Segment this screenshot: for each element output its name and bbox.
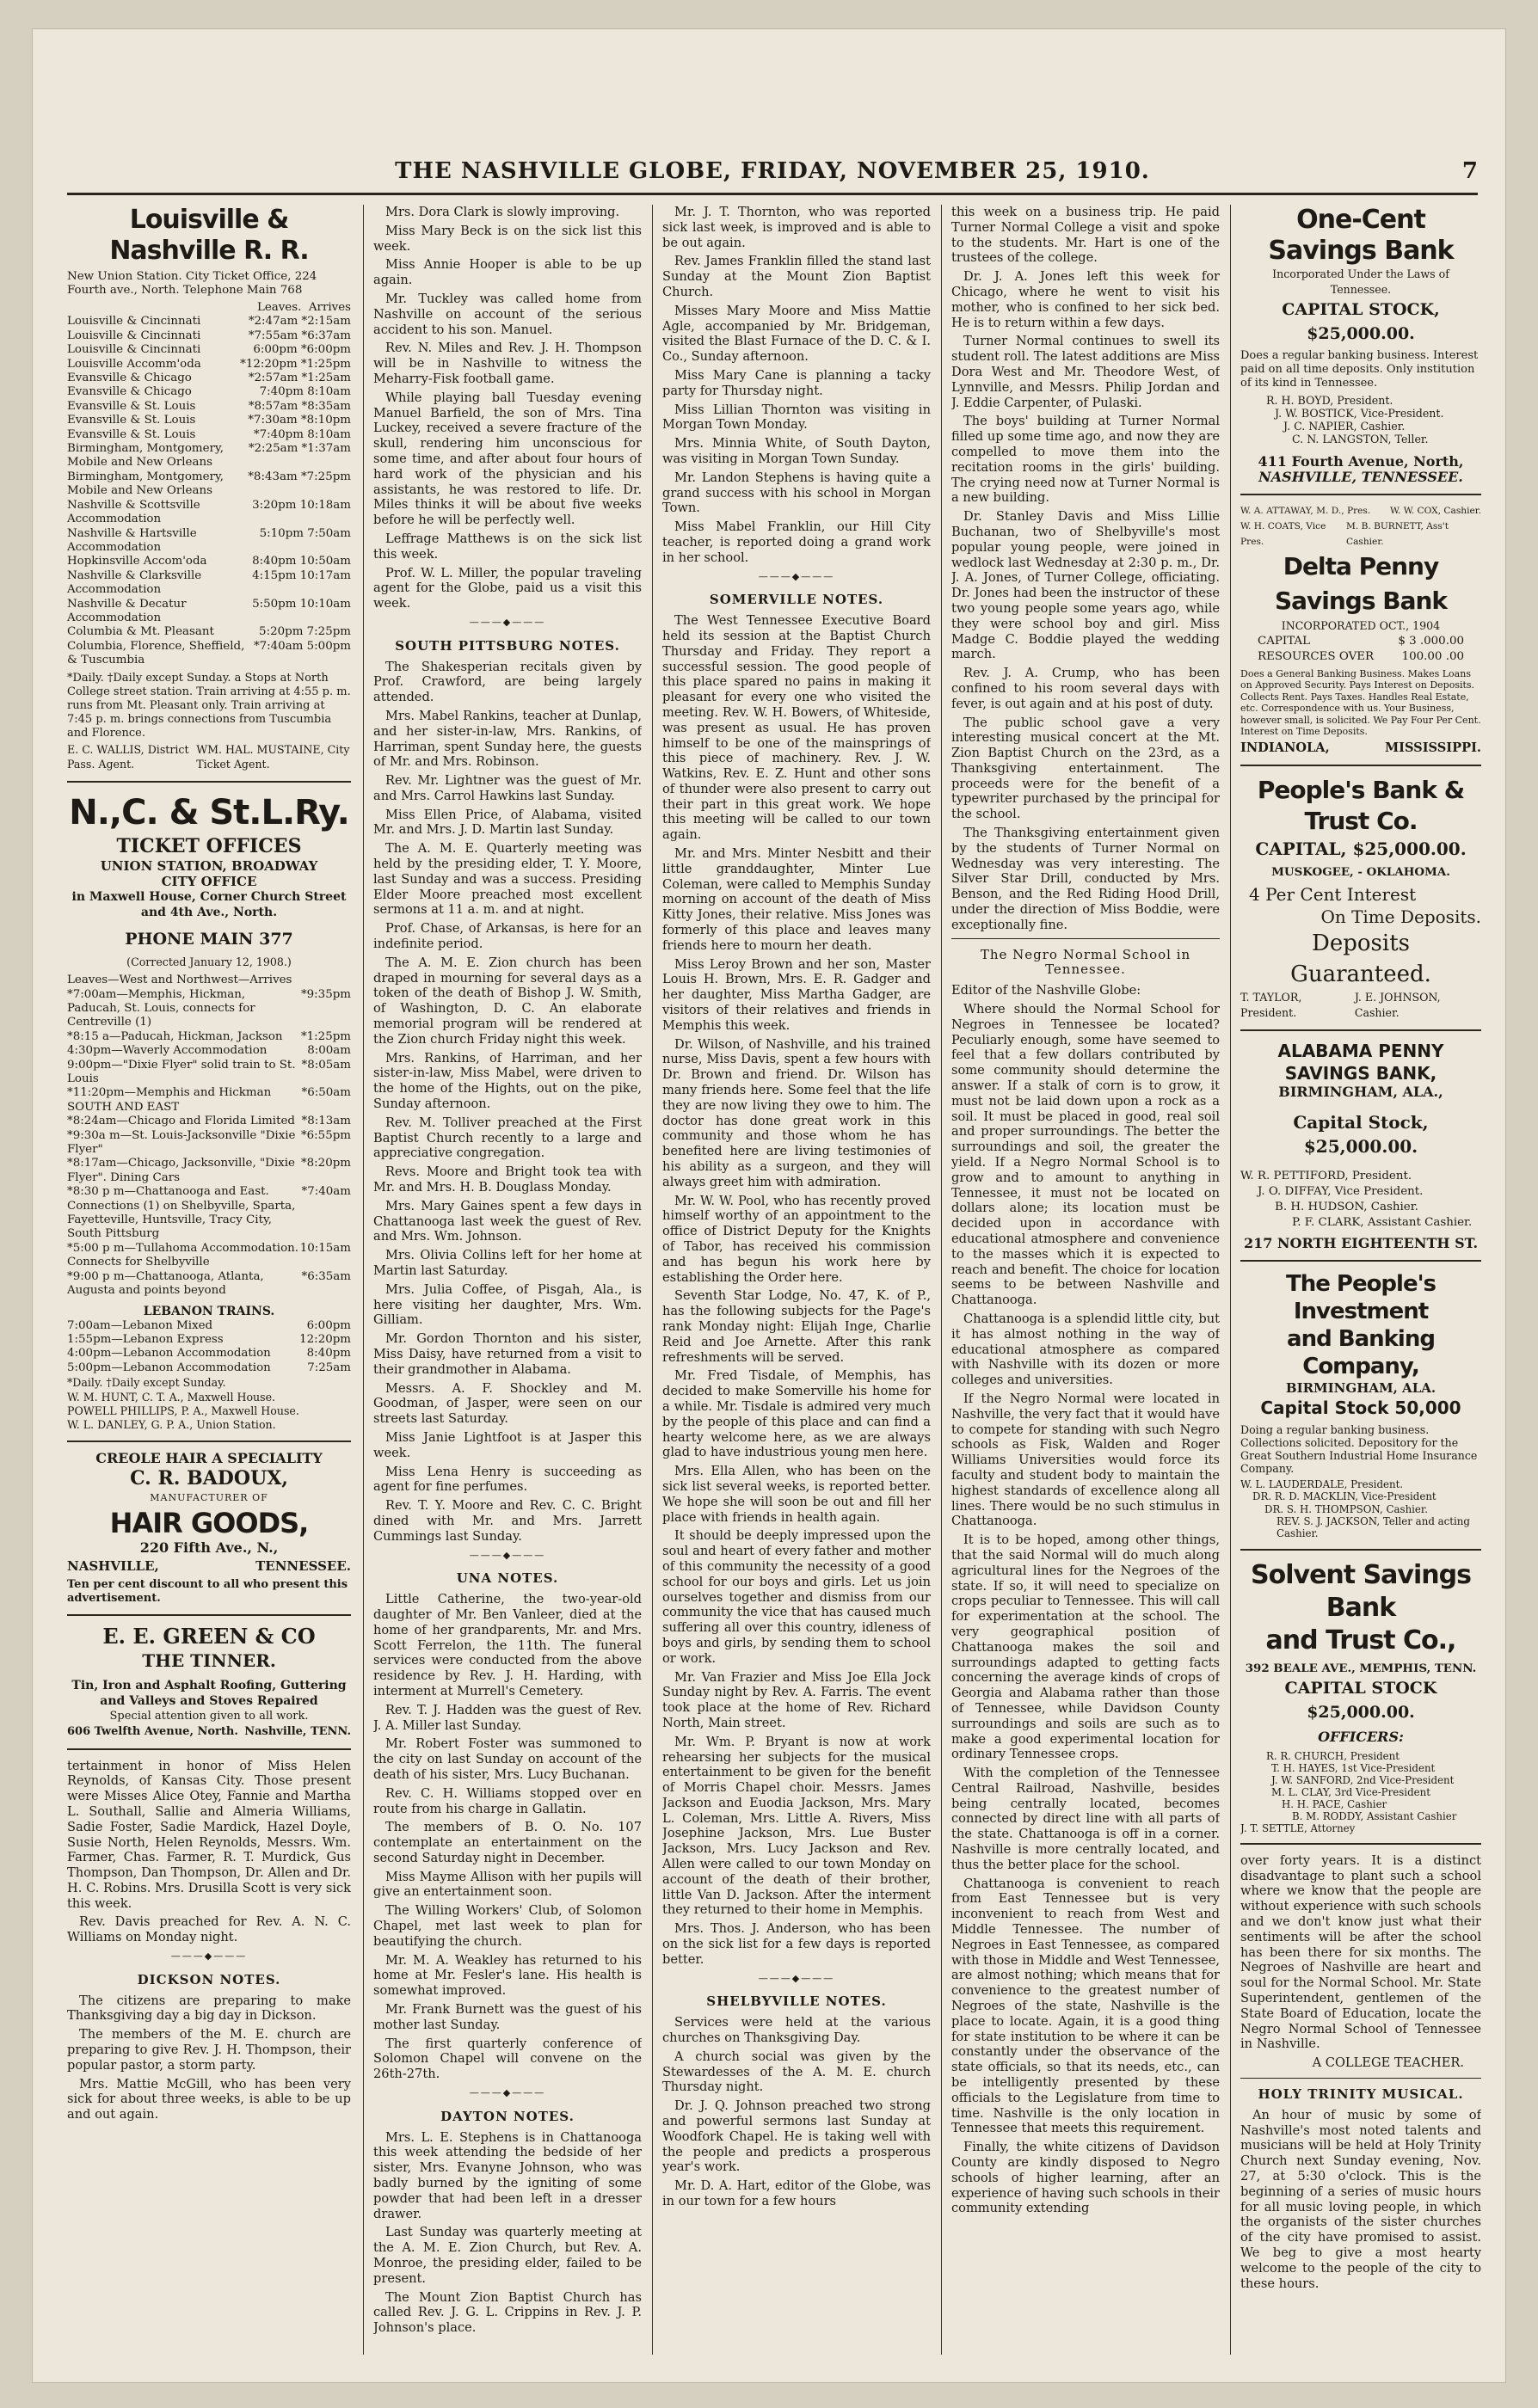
- table-row: Columbia, Florence, Sheffield, & Tuscumbia *7:40am 5:00pm: [67, 639, 351, 667]
- peoples-invest-ad: [1240, 1270, 1481, 1540]
- paragraph: The Shakesperian recitals given by Prof. Crawford, are being largely attended.: [373, 659, 642, 705]
- paragraph: Chattanooga is a splendid little city, but it has almost nothing in the way of educational atmosphere as compared with Nashville with its dozen or more colleges and universities.: [951, 1311, 1220, 1388]
- paragraph: Last Sunday was quarterly meeting at the A. M. E. Zion Church, but Rev. A. Monroe, the presiding elder, failed to be present.: [373, 2225, 642, 2286]
- paragraph: Mrs. Rankins, of Harriman, and her sister-in-law, Miss Mabel, were driven to the home of the Hights, out on the pike, Sunday afternoon.: [373, 1050, 642, 1112]
- badoux-name: C. R. BADOUX,: [130, 1466, 288, 1490]
- paragraph: Rev. T. Y. Moore and Rev. C. C. Bright dined with Mr. and Mrs. Jarrett Cummings last Sunday.: [373, 1498, 642, 1544]
- paragraph: Misses Mary Moore and Miss Mattie Agle, accompanied by Mr. Bridgeman, visited the Blast Furnace of the D. C. & I. Co., Sunday afternoon.: [662, 303, 931, 365]
- paragraph: Mrs. Thos. J. Anderson, who has been on the sick list for a few days is reported better.: [662, 1921, 931, 1967]
- paragraph: The public school gave a very interesting musical concert at the Mt. Zion Baptist Church on the 23rd, as a Thanksgiving entertainment. The proceeds were for the benefit of a typewriter purchased by the principal for the school.: [951, 715, 1220, 822]
- paragraph: Rev. N. Miles and Rev. J. H. Thompson will be in Nashville to witness the Meharry-Fisk football game.: [373, 341, 642, 386]
- badoux-address: 220 Fifth Ave., N.,: [139, 1539, 279, 1556]
- paragraph: Mrs. Dora Clark is slowly improving.: [385, 205, 620, 219]
- masthead-rule: [67, 193, 1478, 195]
- paragraph: Miss Mary Beck is on the sick list this week.: [373, 223, 642, 254]
- green-ad: [67, 1625, 351, 1740]
- nc-station: UNION STATION, BROADWAY: [100, 858, 318, 875]
- paragraph: Dr. Stanley Davis and Miss Lillie Buchanan, two of Shelbyville's most popular young people, were joined in wedlock last Wednesday at 2:30 p. m., Dr. J. A. Jones, of Turner College, officiating. Dr. Jones had been the instructor of these two young people some years ago, while they were school boy and girl. Miss Madge C. Boddie played the wedding march.: [951, 509, 1220, 662]
- table-row: 7:00am—Lebanon Mixed 6:00pm: [67, 1318, 351, 1332]
- alabama-title: ALABAMA PENNY SAVINGS BANK,: [1277, 1040, 1444, 1084]
- nc-schedule: [67, 974, 351, 1298]
- divider: [67, 1614, 351, 1616]
- solvent-officer: M. L. CLAY, 3rd Vice-President: [1271, 1785, 1430, 1798]
- solvent-address: 392 BEALE AVE., MEMPHIS, TENN.: [1245, 1661, 1477, 1675]
- nc-phone: PHONE MAIN 377: [125, 930, 293, 949]
- section-heading: SOUTH PITTSBURG NOTES.: [395, 637, 620, 654]
- table-row: Columbia & Mt. Pleasant 5:20pm 7:25pm: [67, 625, 351, 639]
- alabama-city: BIRMINGHAM, ALA.,: [1278, 1083, 1443, 1100]
- section-heading: DICKSON NOTES.: [137, 1971, 281, 1987]
- column-2: Mrs. Dora Clark is slowly improving. Miss Mary Beck is on the sick list this week. Miss Annie Hooper is able to be up again. Mr. Tuckley was called home from Nashville on account of the serious accident to his son. Manuel. Rev. N. Miles and Rev. J. H. Thompson will be in Nashville to witness the Meharry-Fisk football game. While playing ball Tuesday evening Manuel Barfield, the son of Mrs. Tina Luckey, received a severe fracture of the skull, rendering him unconscious for some time, and after about four hours of hard work of the physician and his assistants, he was restored to life. Dr. Miles thinks it will be about five weeks before he will be perfectly well. Leffrage Matthews is on the sick list this week. Prof. W. L. Miller, the popular traveling agent for the Globe, paid us a visit this week. ———◆——— SOUTH PITTSBURG NOTES. The Shakesperian recitals given by Prof. Crawford, are being largely attended. Mrs. Mabel Rankins, teacher at Dunlap, and her sister-in-law, Mrs. Rankins, of Harriman, spent Sunday here, the guests of Mr. and Mrs. Robinson. Rev. Mr. Lightner was the guest of Mr. and Mrs. Carrol Hawkins last Sunday. Miss Ellen Price, of Alabama, visited Mr. and Mrs. J. D. Martin last Sunday. The A. M. E. Quarterly meeting was held by the presiding elder, T. Y. Moore, last Sunday and was a success. Presiding Elder Moore preached most excellent sermons at 11 a. m. and at night. Prof. Chase, of Arkansas, is here for an indefinite period. The A. M. E. Zion church has been draped in mourning for several days as a token of the death of Bishop J. W. Smith, of Washington, D. C. An elaborate memorial program will be rendered at the Zion church Friday night this week. Mrs. Rankins, of Harriman, and her sister-in-law, Miss Mabel, were driven to the home of the Hights, out on the pike, Sunday afternoon. Rev. M. Tolliver preached at the First Baptist Church recently to a large and appreciative congregation. Revs. Moore and Bright took tea with Mr. and Mrs. H. B. Douglass Monday. Mrs. Mary Gaines spent a few days in Chattanooga last week the guest of Rev. and Mrs. Wm. Johnson. Mrs. Olivia Collins left for her home at Martin last Saturday. Mrs. Julia Coffee, of Pisgah, Ala., is here visiting her daughter, Mrs. Wm. Gilliam. Mr. Gordon Thornton and his sister, Miss Daisy, have returned from a visit to their grandmother in Alabama. Messrs. A. F. Shockley and M. Goodman, of Jasper, were seen on our streets last Saturday. Miss Janie Lightfoot is at Jasper this week. Miss Lena Henry is succeeding as agent for fine perfumes. Rev. T. Y. Moore and Rev. C. C. Bright dined with Mr. and Mrs. Jarrett Cummings last Sunday. ———◆——— UNA NOTES. Little Catherine, the two-year-old daughter of Mr. Ben Vanleer, died at the home of her grandparents, Mr. and Mrs. Scott Ferrelon, the 11th. The funeral services were conducted from the above residence by Rev. J. H. Harding, with interment at Murrell's Cemetery. Rev. T. J. Hadden was the guest of Rev. J. A. Miller last Sunday. Mr. Robert Foster was summoned to the city on last Sunday on account of the death of his sister, Mrs. Lucy Buchanan. Rev. C. H. Williams stopped over en route from his charge in Gallatin. The members of B. O. No. 107 contemplate an entertainment on the second Saturday night in December. Miss Mayme Allison with her pupils will give an entertainment soon. The Willing Workers' Club, of Solomon Chapel, met last week to plan for beautifying the church. Mr. M. A. Weakley has returned to his home at Mr. Fesler's lane. His health is somewhat improved. Mr. Frank Burnett was the guest of his mother last Sunday. The first quarterly conference of Solomon Chapel will convene on the 26th-27th. ———◆——— DAYTON NOTES. Mrs. L. E. Stephens is in Chattanooga this week attending the bedside of her sister, Mrs. Evanyne Johnson, who was badly burned by the igniting of some powder that had been left in a dresser drawer. Last Sunday was quarterly meeting at the A. M. E. Zion Church, but Rev. A. Monroe, the presiding elder, failed to be present. The Mount Zion Baptist Church has called Rev. J. G. L. Crippins in Rev. J. P. Johnson's place.: [373, 205, 642, 2336]
- alabama-bank-ad: [1240, 1040, 1481, 1251]
- table-row: 4:30pm—Waverly Accommodation 8:00am: [67, 1044, 351, 1058]
- onecent-officer: R. H. BOYD, President.: [1266, 394, 1393, 407]
- onecent-capital: CAPITAL STOCK, $25,000.00.: [1282, 300, 1440, 343]
- alabama-officer: W. R. PETTIFORD, President.: [1240, 1169, 1412, 1182]
- column-5: [1240, 205, 1481, 2372]
- peoples-trust-city: MUSKOGEE, - OKLAHOMA.: [1271, 865, 1450, 880]
- alabama-capital: Capital Stock, $25,000.00.: [1293, 1111, 1429, 1157]
- delta-desc: Does a General Banking Business. Makes Loans on Approved Security. Pays Interest on Deposits. Collects Rent. Pays Taxes. Handles Real Estate, etc. Correspondence with us. Your Business, however small, is solicited. We Pay Four Per Cent. Interest on Time Deposits.: [1240, 667, 1481, 738]
- paragraph: Miss Janie Lightfoot is at Jasper this week.: [373, 1429, 642, 1460]
- peoples-invest-title: and Banking Company,: [1287, 1325, 1435, 1379]
- ln-schedule: [67, 301, 351, 668]
- paragraph: over forty years. It is a distinct disadvantage to plant such a school where we know that the people are without experience with such schools and we don't know just what their sentiments will be after the school has been there for six months. The Negroes of Nashville are heart and soul for the Normal School. Mr. State Superintendent, gentlemen of the State Board of Education, locate the Negro Normal School of Tennessee in Nashville.: [1240, 1852, 1481, 2052]
- column-5-text: [1240, 1853, 1481, 2292]
- paragraph: It is to be hoped, among other things, that the said Normal will do much along agricultural lines for the Negroes of the state. If so, it will need to specialize on crops peculiar to Tennessee. This will call for experimentation at the school. The very geographical position of Chattanooga makes the soil and surroundings adapted to getting facts concerning the average kinds of crops of Georgia and Alabama rather than those of Tennessee, while Davidson County surroundings and soils are such as to make a good experimental location for ordinary Tennessee crops.: [951, 1533, 1220, 1762]
- paragraph: The first quarterly conference of Solomon Chapel will convene on the 26th-27th.: [373, 2036, 642, 2082]
- peoples-invest-desc: Doing a regular banking business. Collections solicited. Depository for the Great Southern Industrial Home Insurance Company.: [1240, 1422, 1478, 1475]
- table-row: *9:00 p m—Chattanooga, Atlanta, Augusta and points beyond *6:35am: [67, 1269, 351, 1298]
- paragraph: Mrs. L. E. Stephens is in Chattanooga this week attending the bedside of her sister, Mrs. Evanyne Johnson, who was badly burned by the igniting of some powder that had been left in a dresser drawer.: [373, 2129, 642, 2221]
- paragraph: Leffrage Matthews is on the sick list this week.: [373, 531, 642, 562]
- peoples-trust-interest: 4 Per Cent Interest: [1249, 884, 1417, 906]
- paragraph: The members of the M. E. church are preparing to give Rev. J. H. Thompson, their popular pastor, a storm party.: [67, 2027, 351, 2073]
- column-1: [67, 205, 351, 2372]
- table-row: *5:00 p m—Tullahoma Accommodation. Connects for Shelbyville 10:15am: [67, 1241, 351, 1269]
- nc-title: N.,C. & St.L.Ry.: [69, 793, 349, 833]
- badoux-line1: CREOLE HAIR A SPECIALITY: [95, 1449, 323, 1466]
- solvent-officer: J. T. SETTLE, Attorney: [1240, 1821, 1356, 1834]
- paragraph: tertainment in honor of Miss Helen Reynolds, of Kansas City. Those present were Misses Alice Otey, Fannie and Martha L. Southall, Sallie and Almeria Williams, Sadie Foster, Sadie Mardick, Hazel Doyle, Susie North, Helen Reynolds, Messrs. Wm. Farmer, Chas. Farmer, R. T. Murdick, Gus Thompson, Dan Thompson, Dr. Allen and Dr. H. C. Robins. Mrs. Drusilla Scott is very sick this week.: [67, 1758, 351, 1911]
- nc-agent: W. L. DANLEY, G. P. A., Union Station.: [67, 1417, 276, 1431]
- solvent-officer: B. M. RODDY, Assistant Cashier: [1292, 1809, 1457, 1822]
- green-special: Special attention given to all work.: [109, 1709, 309, 1723]
- paragraph: Rev. Mr. Lightner was the guest of Mr. and Mrs. Carrol Hawkins last Sunday.: [373, 773, 642, 803]
- table-row: Evansville & St. Louis *7:40pm 8:10am: [67, 427, 351, 441]
- onecent-officer: C. N. LANGSTON, Teller.: [1292, 433, 1429, 445]
- paragraph: Rev. James Franklin filled the stand last Sunday at the Mount Zion Baptist Church.: [662, 254, 931, 299]
- nc-lebanon-note: *Daily. †Daily except Sunday.: [67, 1376, 226, 1390]
- green-name: E. E. GREEN & CO: [102, 1623, 316, 1649]
- table-row: Evansville & St. Louis *8:57am *8:35am: [67, 399, 351, 413]
- table-row: Nashville & Clarksville Accommodation 4:15pm 10:17am: [67, 568, 351, 597]
- delta-inc: INCORPORATED OCT., 1904: [1281, 619, 1441, 633]
- badoux-note: Ten per cent discount to all who present this advertisement.: [67, 1577, 348, 1605]
- nc-schedule-header: Leaves—West and Northwest—Arrives: [67, 974, 292, 987]
- paragraph: Turner Normal continues to swell its student roll. The latest additions are Miss Dora West and Mr. Theodore West, of Lynnville, and Messrs. Philip Jordan and J. Eddie Carpenter, of Pulaski.: [951, 334, 1220, 410]
- table-row: Louisville & Cincinnati *2:47am *2:15am: [67, 315, 351, 329]
- paragraph: Mr. Robert Foster was summoned to the city on last Sunday on account of the death of his sister, Mrs. Lucy Buchanan.: [373, 1736, 642, 1782]
- paragraph: Rev. Davis preached for Rev. A. N. C. Williams on Monday night.: [67, 1914, 351, 1945]
- onecent-officer: J. C. NAPIER, Cashier.: [1283, 420, 1406, 433]
- paragraph: Miss Leroy Brown and her son, Master Louis H. Brown, Mrs. E. R. Gadger and her daughter, Miss Martha Gadger, are visitors of their relatives and friends in Memphis this week.: [662, 956, 931, 1033]
- paragraph: Miss Mayme Allison with her pupils will give an entertainment soon.: [373, 1869, 642, 1900]
- alabama-officer: B. H. HUDSON, Cashier.: [1275, 1200, 1418, 1213]
- paragraph: Miss Ellen Price, of Alabama, visited Mr. and Mrs. J. D. Martin last Sunday.: [373, 807, 642, 838]
- paragraph: Mr. Van Frazier and Miss Joe Ella Jock Sunday night by Rev. A. Farris. The event took place at the home of Rev. Richard North, Main street.: [662, 1669, 931, 1730]
- paragraph: The Mount Zion Baptist Church has called Rev. J. G. L. Crippins in Rev. J. P. Johnson's place.: [373, 2289, 642, 2336]
- paragraph: Chattanooga is convenient to reach from East Tennessee but is very inconvenient to reach from West and Middle Tennessee. The number of Negroes in East Tennessee, as compared with those in Middle and West Tennessee, are almost nothing; which means that for convenience to the greatest number of Negroes of the state, Nashville is the place to locate. Again, it is a good thing for state institution to be where it can be constantly under the observance of the state officials, so that its needs, etc., can be intelligently presented by these officials to the Legislature from time to time. Nashville is the only location in Tennessee that meets this requirement.: [951, 1876, 1220, 2136]
- onecent-city: NASHVILLE, TENNESSEE.: [1258, 469, 1463, 485]
- peoples-trust-ad: [1240, 775, 1481, 1021]
- nc-railway-ad: [67, 791, 351, 1432]
- green-desc: Tin, Iron and Asphalt Roofing, Guttering and Valleys and Stoves Repaired: [71, 1678, 347, 1708]
- divider: [1240, 494, 1481, 495]
- divider: [67, 781, 351, 783]
- peoples-trust-interest: On Time Deposits.: [1320, 906, 1481, 928]
- paragraph: Mrs. Mabel Rankins, teacher at Dunlap, and her sister-in-law, Mrs. Rankins, of Harriman, spent Sunday here, the guests of Mr. and Mrs. Robinson.: [373, 708, 642, 770]
- table-row: Birmingham, Montgomery, Mobile and New Orleans *2:25am *1:37am: [67, 442, 351, 470]
- paragraph: A church social was given by the Stewardesses of the A. M. E. church Thursday night.: [662, 2049, 931, 2095]
- delta-officers-bottom: W. H. COATS, Vice Pres. M. B. BURNETT, Ass't Cashier.: [1240, 520, 1449, 547]
- paragraph: Mr. Landon Stephens is having quite a grand success with his school in Morgan Town.: [662, 470, 931, 516]
- paragraph: Revs. Moore and Bright took tea with Mr. and Mrs. H. B. Douglass Monday.: [373, 1164, 642, 1195]
- ln-agents: E. C. WALLIS, District Pass. Agent. WM. HAL. MUSTAINE, City Ticket Agent.: [67, 742, 350, 771]
- green-address: 606 Twelfth Avenue, North. Nashville, TENN.: [67, 1724, 351, 1738]
- paragraph: The boys' building at Turner Normal filled up some time ago, and now they are compelled to move them into the recitation rooms in the girls' building. The crying need now at Turner Normal is a new building.: [951, 414, 1220, 506]
- page-title: THE NASHVILLE GLOBE, FRIDAY, NOVEMBER 25, 1910.: [395, 158, 1150, 184]
- table-row: 4:00pm—Lebanon Accommodation 8:40pm: [67, 1347, 351, 1361]
- onecent-inc: Incorporated Under the Laws of Tennessee.: [1272, 267, 1449, 296]
- table-row: *9:30a m—St. Louis-Jacksonville "Dixie Flyer" *6:55pm: [67, 1128, 351, 1157]
- badoux-city: NASHVILLE, TENNESSEE.: [67, 1557, 351, 1574]
- paragraph: Mr. and Mrs. Minter Nesbitt and their little granddaughter, Minter Lue Coleman, were called to Memphis Sunday morning on account of the death of Miss Kitty Jones, their relative. Miss Jones was formerly of this place and leaves many friends here to mourn her death.: [662, 846, 931, 953]
- ln-title: Louisville & Nashville R. R.: [109, 205, 309, 266]
- paragraph: Miss Lena Henry is succeeding as agent for fine perfumes.: [373, 1464, 642, 1495]
- paragraph: Mr. Tuckley was called home from Nashville on account of the serious accident to his son. Manuel.: [373, 291, 642, 337]
- table-row: Evansville & St. Louis *7:30am *8:10pm: [67, 414, 351, 427]
- divider: [67, 1440, 351, 1442]
- nc-agent: POWELL PHILLIPS, P. A., Maxwell House.: [67, 1404, 299, 1417]
- paragraph: An hour of music by some of Nashville's most noted talents and musicians will be held at Holy Trinity Church next Sunday evening, Nov. 27, at 5:30 o'clock. This is the beginning of a series of music hours for all music loving people, in which the organists of the sister churches of the city have promised to assist. We beg to give a most hearty welcome to the people of the city to these hours.: [1240, 2107, 1481, 2291]
- paragraph: Mr. Fred Tisdale, of Memphis, has decided to make Somerville his home for a while. Mr. Tisdale is admired very much by the people of this place and can find a hearty welcome here, as we are always glad to have industrious young men here.: [662, 1368, 931, 1460]
- paragraph: Mrs. Mattie McGill, who has been very sick for about three weeks, is able to be up and out again.: [67, 2076, 351, 2122]
- peoples-invest-city: BIRMINGHAM, ALA.: [1285, 1379, 1436, 1396]
- table-row: *8:30 p m—Chattanooga and East. Connections (1) on Shelbyville, Sparta, Fayetteville, Huntsville, Tracy City, South Pittsburg *7:40am: [67, 1185, 351, 1241]
- nc-agent: W. M. HUNT, C. T. A., Maxwell House.: [67, 1390, 276, 1404]
- peoples-invest-officer: DR. R. D. MACKLIN, Vice-President: [1252, 1490, 1436, 1503]
- paragraph: Mrs. Mary Gaines spent a few days in Chattanooga last week the guest of Rev. and Mrs. Wm. Johnson.: [373, 1198, 642, 1244]
- paragraph: Services were held at the various churches on Thanksgiving Day.: [662, 2015, 931, 2046]
- paragraph: Where should the Normal School for Negroes in Tennessee be located? Peculiarly enough, some have seemed to feel that a few dollars contributed by some community should determine the answer. If a stalk of corn is to grow, it must not be laid down upon a rock as a soil. It must be placed in good, real soil and proper surroundings. The better the surroundings and soil, the greater the yield. If a Negro Normal School is to grow and to amount to anything in Tennessee, it must not be located on dollars alone; its location must be decided upon in accordance with educational atmosphere and convenience to the masses which it is expected to reach and benefit. The choice for location seems to be between Nashville and Chattanooga.: [951, 1002, 1220, 1308]
- badoux-mfr: MANUFACTURER OF: [150, 1491, 268, 1503]
- signature: A COLLEGE TEACHER.: [1312, 2055, 1464, 2071]
- ln-railroad-ad: [67, 205, 351, 772]
- table-row: *8:24am—Chicago and Florida Limited *8:13am: [67, 1115, 351, 1128]
- green-tinner: THE TINNER.: [142, 1649, 276, 1671]
- table-row: Evansville & Chicago 7:40pm 8:10am: [67, 385, 351, 399]
- badoux-ad: [67, 1451, 351, 1606]
- table-row: *8:17am—Chicago, Jacksonville, "Dixie Flyer". Dining Cars *8:20pm: [67, 1157, 351, 1184]
- table-row: Hopkinsville Accom'oda 8:40pm 10:50am: [67, 555, 351, 568]
- paragraph: Seventh Star Lodge, No. 47, K. of P., has the following subjects for the Page's rank Monday night: Elijah Inge, Charlie Reid and Joe Arnette. After this rank refreshments will be served.: [662, 1288, 931, 1365]
- paragraph: Mr. Wm. P. Bryant is now at work rehearsing her subjects for the musical entertainment to be given for the benefit of Morris Chapel choir. Messrs. James Jackson and Euodia Jackson, Mrs. Mary L. Coleman, Mrs. Little A. Rivers, Miss Josephine Jackson, Mrs. Lue Buster Jackson, Mrs. Lucy Jackson and Rev. Allen were called to our town Monday on account of the death of their brother, little Van D. Jackson. After the interment they returned to their home in Memphis.: [662, 1734, 931, 1918]
- solvent-title: Solvent Savings Bank: [1251, 1559, 1471, 1623]
- ln-intro: New Union Station. City Ticket Office, 224 Fourth ave., North. Telephone Main 768: [67, 270, 317, 297]
- paragraph: The members of B. O. No. 107 contemplate an entertainment on the second Saturday night in December.: [373, 1820, 642, 1865]
- peoples-trust-title: People's Bank & Trust Co.: [1257, 776, 1465, 836]
- nc-city-address: in Maxwell House, Corner Church Street and 4th Ave., North.: [71, 890, 347, 920]
- solvent-officers-head: OFFICERS:: [1318, 1728, 1404, 1745]
- paragraph: The A. M. E. Quarterly meeting was held by the presiding elder, T. Y. Moore, last Sunday and was a success. Presiding Elder Moore preached most excellent sermons at 11 a. m. and at night.: [373, 841, 642, 918]
- delta-capital: CAPITAL $ 3 .000.00: [1258, 635, 1464, 648]
- paragraph: Mrs. Julia Coffee, of Pisgah, Ala., is here visiting her daughter, Mrs. Wm. Gilliam.: [373, 1281, 642, 1328]
- paragraph: Messrs. A. F. Shockley and M. Goodman, of Jasper, were seen on our streets last Saturday.: [373, 1380, 642, 1427]
- table-row: Evansville & Chicago *2:57am *1:25am: [67, 372, 351, 385]
- paragraph: The A. M. E. Zion church has been draped in mourning for several days as a token of the death of Bishop J. W. Smith, of Washington, D. C. An elaborate memorial program will be rendered at the Zion church Friday night this week.: [373, 955, 642, 1047]
- table-row: *11:20pm—Memphis and Hickman SOUTH AND EAST *6:50am: [67, 1086, 351, 1114]
- column-rule: [363, 205, 364, 2355]
- solvent-officer: H. H. PACE, Cashier: [1282, 1797, 1387, 1810]
- nc-city-office: CITY OFFICE: [161, 874, 257, 890]
- column-rule: [941, 205, 942, 2355]
- peoples-invest-officer: W. L. LAUDERDALE, President.: [1240, 1477, 1404, 1490]
- paragraph: Miss Mabel Franklin, our Hill City teacher, is reported doing a grand work in her school.: [662, 519, 931, 565]
- paragraph: Mr. M. A. Weakley has returned to his home at Mr. Fesler's lane. His health is somewhat improved.: [373, 1952, 642, 1999]
- divider: [67, 1748, 351, 1750]
- paragraph: Mr. W. W. Pool, who has recently proved himself worthy of an appointment to the office of District Deputy for the Knights of Tabor, has received his commission and has begun his work here by establishing the Order here.: [662, 1193, 931, 1285]
- table-row: Louisville Accomm'oda *12:20pm *1:25pm: [67, 357, 351, 371]
- paragraph: With the completion of the Tennessee Central Railroad, Nashville, besides being centrally located, becomes connected by direct line with all parts of the state. Chattanooga is off in a corner. Nashville is more centrally located, and thus the better place for the school.: [951, 1766, 1220, 1872]
- solvent-officer: R. R. CHURCH, President: [1266, 1749, 1400, 1762]
- paragraph: Miss Annie Hooper is able to be up again.: [373, 257, 642, 288]
- table-row: *7:00am—Memphis, Hickman, Paducah, St. Louis, connects for Centreville (1) *9:35pm: [67, 987, 351, 1029]
- column-4: [951, 205, 1220, 2372]
- solvent-bank-ad: [1240, 1559, 1481, 1834]
- solvent-officer: T. H. HAYES, 1st Vice-President: [1271, 1761, 1436, 1774]
- paragraph: Prof. Chase, of Arkansas, is here for an indefinite period.: [373, 921, 642, 952]
- peoples-trust-guaranteed: Deposits Guaranteed.: [1290, 931, 1431, 988]
- section-heading: HOLY TRINITY MUSICAL.: [1258, 2086, 1464, 2102]
- peoples-invest-officer: REV. S. J. JACKSON, Teller and acting Cashier.: [1277, 1515, 1470, 1540]
- paragraph: It should be deeply impressed upon the soul and heart of every father and mother of this community the necessity of a good school for our boys and girls. Let us join ourselves together and dismiss from our community the vice that has caused much suffering all over this country, idleness of boys and girls, by sending them to school or work.: [662, 1528, 931, 1666]
- table-row: 1:55pm—Lebanon Express 12:20pm: [67, 1332, 351, 1346]
- delta-bank-ad: [1240, 504, 1481, 756]
- section-heading: SHELBYVILLE NOTES.: [706, 1993, 887, 2010]
- paragraph: Mr. D. A. Hart, editor of the Globe, was in our town for a few hours: [662, 2178, 931, 2209]
- paragraph: The Willing Workers' Club, of Solomon Chapel, met last week to plan for beautifying the church.: [373, 1903, 642, 1949]
- section-heading: UNA NOTES.: [456, 1570, 559, 1587]
- column-rule: [652, 205, 653, 2355]
- nc-ticket: TICKET OFFICES: [116, 835, 302, 858]
- nc-lebanon-schedule: [67, 1319, 351, 1376]
- alabama-address: 217 NORTH EIGHTEENTH ST.: [1243, 1234, 1479, 1251]
- paragraph: Little Catherine, the two-year-old daughter of Mr. Ben Vanleer, died at the home of her grandparents, Mr. and Mrs. Scott Ferrelon, the 11th. The funeral services were conducted from the above residence by Rev. J. H. Harding, with interment at Murrell's Cemetery.: [373, 1592, 642, 1698]
- table-row: *8:15 a—Paducah, Hickman, Jackson *1:25pm: [67, 1029, 351, 1043]
- page-number: 7: [1461, 158, 1478, 184]
- ln-notes: *Daily. †Daily except Sunday. a Stops at North College street station. Train arriving at 4:55 p. m. runs from Mt. Pleasant only. Train arriving at 7:45 p. m. brings connections from Tuscumbia and Florence.: [67, 671, 351, 740]
- paragraph: Dr. J. A. Jones left this week for Chicago, where he went to visit his mother, who is confined to her sick bed. He is to return within a few days.: [951, 269, 1220, 330]
- column-rule: [1230, 205, 1231, 2355]
- paragraph: Dr. J. Q. Johnson preached two strong and powerful sermons last Sunday at Woodfork Chapel. He is taking well with the people and predicts a prosperous year's work.: [662, 2098, 931, 2175]
- column-1-text: tertainment in honor of Miss Helen Reynolds, of Kansas City. Those present were Misses Alice Otey, Fannie and Martha L. Southall, Sallie and Almeria Williams, Sadie Foster, Sadie Mardick, Hazel Doyle, Susie North, Helen Reynolds, Messrs. Wm. Farmer, Chas. Farmer, R. T. Murdick, Gus Thompson, Dan Thompson, Dr. Allen and Dr. H. C. Robins. Mrs. Drusilla Scott is very sick this week. Rev. Davis preached for Rev. A. N. C. Williams on Monday night. ———◆——— DICKSON NOTES. The citizens are preparing to make Thanksgiving day a big day in Dickson. The members of the M. E. church are preparing to give Rev. J. H. Thompson, their popular pastor, a storm party. Mrs. Mattie McGill, who has been very sick for about three weeks, is able to be up and out again.: [67, 1758, 351, 2122]
- alabama-officer: J. O. DIFFAY, Vice President.: [1258, 1184, 1424, 1198]
- paragraph: this week on a business trip. He paid Turner Normal College a visit and spoke to the students. Mr. Hart is one of the trustees of the college.: [951, 205, 1220, 266]
- section-heading: The Negro Normal School in Tennessee.: [980, 946, 1191, 978]
- table-row: 5:00pm—Lebanon Accommodation 7:25am: [67, 1361, 351, 1374]
- delta-city: INDIANOLA, MISSISSIPPI.: [1240, 740, 1481, 756]
- paragraph: Prof. W. L. Miller, the popular traveling agent for the Globe, paid us a visit this week.: [373, 565, 642, 611]
- peoples-trust-officers: T. TAYLOR, President. J. E. JOHNSON, Cashier.: [1240, 991, 1441, 1020]
- table-row: Birmingham, Montgomery, Mobile and New Orleans *8:43am *7:25pm: [67, 470, 351, 498]
- paragraph: Finally, the white citizens of Davidson County are kindly disposed to Negro schools of higher learning, after an experience of having such schools in their community extending: [951, 2140, 1220, 2216]
- divider: [1240, 765, 1481, 766]
- paragraph: Mrs. Minnia White, of South Dayton, was visiting in Morgan Town Sunday.: [662, 436, 931, 466]
- paragraph: Mr. Gordon Thornton and his sister, Miss Daisy, have returned from a visit to their grandmother in Alabama.: [373, 1331, 642, 1377]
- solvent-capital: CAPITAL STOCK $25,000.00.: [1284, 1678, 1437, 1722]
- paragraph: Dr. Wilson, of Nashville, and his trained nurse, Miss Davis, spent a few hours with Dr. Brown and friend. Dr. Wilson has many friends here. Some feel that the life they are now living they owe to him. The doctor has done great work in this community and those whom he has benefited here are living testimonies of his ability as a surgeon, and they will always greet him with admiration.: [662, 1036, 931, 1189]
- table-row: Nashville & Scottsville Accommodation 3:20pm 10:18am: [67, 498, 351, 526]
- onecent-desc: Does a regular banking business. Interest paid on all time deposits. Only institution of its kind in Tennessee.: [1240, 349, 1479, 390]
- solvent-officer: J. W. SANFORD, 2nd Vice-President: [1271, 1773, 1455, 1786]
- paragraph: The West Tennessee Executive Board held its session at the Baptist Church Thursday and Friday. They report a successful session. The good people of this place spared no pains in making it pleasant for every one who visited the meeting. Rev. W. H. Bowers, of Whiteside, was present as usual. He has proven himself to be one of the mainsprings of this piece of machinery. Rev. J. W. Watkins, Rev. E. Z. Hunt and other sons of thunder were also present to carry out their part in this great work. We hope this meeting will be called to our town again.: [662, 613, 931, 843]
- paragraph: The Thanksgiving entertainment given by the students of Turner Normal on Wednesday was very interesting. The Silver Star Drill, conducted by Mrs. Benson, and the Red Riding Hood Drill, under the direction of Miss Boddie, were exceptionally fine.: [951, 826, 1220, 932]
- onecent-address: 411 Fourth Avenue, North,: [1258, 453, 1464, 470]
- divider: [1240, 1549, 1481, 1551]
- paragraph: While playing ball Tuesday evening Manuel Barfield, the son of Mrs. Tina Luckey, received a severe fracture of the skull, rendering him unconscious for some time, and after about four hours of hard work of the physician and his assistants, he was restored to life. Dr. Miles thinks it will be about five weeks before he will be perfectly well.: [373, 390, 642, 528]
- table-row: 9:00pm—"Dixie Flyer" solid train to St. Louis *8:05am: [67, 1058, 351, 1085]
- paragraph: Rev. T. J. Hadden was the guest of Rev. J. A. Miller last Sunday.: [373, 1702, 642, 1733]
- delta-officers-top: W. A. ATTAWAY, M. D., Pres. W. W. COX, Cashier.: [1240, 506, 1481, 516]
- onecent-title: One-Cent Savings Bank: [1268, 205, 1454, 266]
- solvent-title: and Trust Co.,: [1265, 1625, 1456, 1656]
- paragraph: Rev. M. Tolliver preached at the First Baptist Church recently to a large and appreciative congregation.: [373, 1115, 642, 1161]
- paragraph: Mrs. Ella Allen, who has been on the sick list several weeks, is reported better. We hope she will soon be out and fill her place with friends in health again.: [662, 1464, 931, 1525]
- delta-resources: RESOURCES OVER 100.00 .00: [1258, 650, 1464, 664]
- paragraph: Mr. Frank Burnett was the guest of his mother last Sunday.: [373, 2002, 642, 2032]
- table-row: Nashville & Hartsville Accommodation 5:10pm 7:50am: [67, 526, 351, 554]
- divider: [1240, 1029, 1481, 1031]
- paragraph: Mrs. Olivia Collins left for her home at Martin last Saturday.: [373, 1248, 642, 1278]
- peoples-invest-officer: DR. S. H. THOMPSON, Cashier.: [1264, 1502, 1429, 1515]
- paragraph: Miss Lillian Thornton was visiting in Morgan Town Monday.: [662, 402, 931, 433]
- masthead: [67, 158, 1478, 193]
- paragraph: Rev. C. H. Williams stopped over en route from his charge in Gallatin.: [373, 1785, 642, 1816]
- section-heading: DAYTON NOTES.: [440, 2108, 575, 2124]
- paragraph: Mr. J. T. Thornton, who was reported sick last week, is improved and is able to be out again.: [662, 205, 931, 250]
- column-3: Mr. J. T. Thornton, who was reported sick last week, is improved and is able to be out again. Rev. James Franklin filled the stand last Sunday at the Mount Zion Baptist Church. Misses Mary Moore and Miss Mattie Agle, accompanied by Mr. Bridgeman, visited the Blast Furnace of the D. C. & I. Co., Sunday afternoon. Miss Mary Cane is planning a tacky party for Thursday night. Miss Lillian Thornton was visiting in Morgan Town Monday. Mrs. Minnia White, of South Dayton, was visiting in Morgan Town Sunday. Mr. Landon Stephens is having quite a grand success with his school in Morgan Town. Miss Mabel Franklin, our Hill City teacher, is reported doing a grand work in her school. ———◆——— SOMERVILLE NOTES. The West Tennessee Executive Board held its session at the Baptist Church Thursday and Friday. They report a successful session. The good people of this place spared no pains in making it pleasant for every one who visited the meeting. Rev. W. H. Bowers, of Whiteside, was present as usual. He has proven himself to be one of the mainsprings of this piece of machinery. Rev. J. W. Watkins, Rev. E. Z. Hunt and other sons of thunder were also present to carry out their part in this great work. We hope this meeting will be called to our town again. Mr. and Mrs. Minter Nesbitt and their little granddaughter, Minter Lue Coleman, were called to Memphis Sunday morning on account of the death of Miss Kitty Jones, their relative. Miss Jones was formerly of this place and leaves many friends here to mourn her death. Miss Leroy Brown and her son, Master Louis H. Brown, Mrs. E. R. Gadger and her daughter, Miss Martha Gadger, are visitors of their relatives and friends in Memphis this week. Dr. Wilson, of Nashville, and his trained nurse, Miss Davis, spent a few hours with Dr. Brown and friend. Dr. Wilson has many friends here. Some feel that the life they are now living they owe to him. The doctor has done great work in this community and those whom he has benefited here are living testimonies of his ability as a surgeon, and they will always greet him with admiration. Mr. W. W. Pool, who has recently proved himself worthy of an appointment to the office of District Deputy for the Knights of Tabor, has received his commission and has begun his work here by establishing the Order here. Seventh Star Lodge, No. 47, K. of P., has the following subjects for the Page's rank Monday night: Elijah Inge, Charlie Reid and Joe Arnette. After this rank refreshments will be served. Mr. Fred Tisdale, of Memphis, has decided to make Somerville his home for a while. Mr. Tisdale is admired very much by the people of this place and can find a hearty welcome here, as we are always glad to have industrious young men here. Mrs. Ella Allen, who has been on the sick list several weeks, is reported better. We hope she will soon be out and fill her place with friends in health again. It should be deeply impressed upon the soul and heart of every father and mother of this community the necessity of a good school for our boys and girls. Let us join ourselves together and dismiss from our community the vice that has caused much suffering all over this country, idleness of boys and girls, by sending them to school or work. Mr. Van Frazier and Miss Joe Ella Jock Sunday night by Rev. A. Farris. The event took place at the home of Rev. Richard North, Main street. Mr. Wm. P. Bryant is now at work rehearsing her subjects for the musical entertainment to be given for the benefit of Morris Chapel choir. Messrs. James Jackson and Euodia Jackson, Mrs. Mary L. Coleman, Mrs. Little A. Rivers, Miss Josephine Jackson, Mrs. Lue Buster Jackson, Mrs. Lucy Jackson and Rev. Allen were called to our town Monday on account of the death of their brother, little Van D. Jackson. After the interment they returned to their home in Memphis. Mrs. Thos. J. Anderson, who has been on the sick list for a few days is reported better. ———◆——— SHELBYVILLE NOTES. Services were held at the various churches on Thanksgiving Day. A church social was given by the Stewardesses of the A. M. E. church Thursday night. Dr. J. Q. Johnson preached two strong and powerful sermons last Sunday at Woodfork Chapel. He is taking well with the people and predicts a prosperous year's work. Mr. D. A. Hart, editor of the Globe, was in our town for a few hours: [662, 205, 931, 2209]
- paragraph: Editor of the Nashville Globe:: [951, 983, 1141, 998]
- peoples-trust-capital: CAPITAL, $25,000.00.: [1255, 838, 1467, 860]
- ln-schedule-header: Leaves. Arrives: [256, 301, 351, 314]
- newspaper-page: [33, 29, 1505, 2382]
- table-row: Nashville & Decatur Accommodation 5:50pm 10:10am: [67, 597, 351, 624]
- badoux-product: HAIR GOODS,: [109, 1506, 309, 1539]
- paragraph: The citizens are preparing to make Thanksgiving day a big day in Dickson.: [67, 1993, 351, 2024]
- paragraph: If the Negro Normal were located in Nashville, the very fact that it would have to compete for standing with such Negro schools as Fisk, Walden and Roger Williams Universities would force its faculty and student body to maintain the highest standards of excellence along all lines. There would be no such stimulus in Chattanooga.: [951, 1391, 1220, 1529]
- alabama-officer: P. F. CLARK, Assistant Cashier.: [1292, 1215, 1473, 1229]
- peoples-invest-title: The People's Investment: [1285, 1270, 1436, 1324]
- onecent-bank-ad: [1240, 205, 1481, 485]
- paragraph: Rev. J. A. Crump, who has been confined to his room several days with fever, is out again and at his post of duty.: [951, 666, 1220, 711]
- divider: [1240, 1843, 1481, 1845]
- section-heading: SOMERVILLE NOTES.: [709, 592, 884, 608]
- peoples-invest-capital: Capital Stock 50,000: [1260, 1397, 1461, 1418]
- nc-lebanon-title: LEBANON TRAINS.: [143, 1304, 275, 1318]
- table-row: Louisville & Cincinnati 6:00pm *6:00pm: [67, 343, 351, 357]
- divider: [1240, 1260, 1481, 1262]
- nc-corrected: (Corrected January 12, 1908.): [126, 955, 292, 969]
- paragraph: Miss Mary Cane is planning a tacky party for Thursday night.: [662, 367, 931, 398]
- delta-title: Delta Penny Savings Bank: [1274, 552, 1448, 616]
- onecent-officer: J. W. BOSTICK, Vice-President.: [1275, 407, 1444, 420]
- table-row: Louisville & Cincinnati *7:55am *6:37am: [67, 329, 351, 342]
